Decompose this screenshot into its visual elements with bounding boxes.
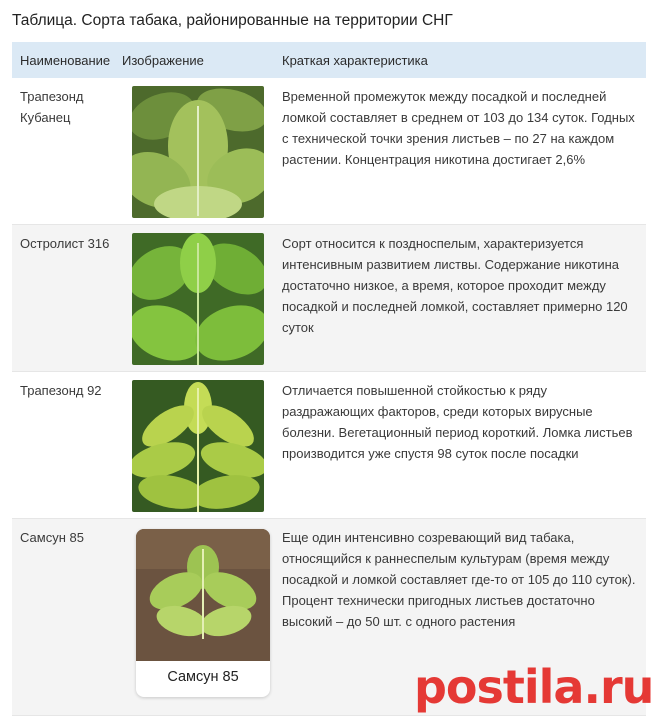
variety-name: Трапезонд 92 — [12, 372, 114, 519]
variety-image-cell — [114, 372, 274, 519]
column-header-description: Краткая характеристика — [274, 42, 646, 78]
table-row — [12, 225, 646, 372]
column-header-image: Изображение — [114, 42, 274, 78]
variety-description: Отличается повышенной стойкостью к ряду раздражающих факторов, среди которых вирусные болезни. Вегетационный период короткий. Ломка листьев производится уже спустя 98 суток после посадки — [274, 372, 646, 519]
column-header-name: Наименование — [12, 42, 114, 78]
table-row — [12, 372, 646, 519]
watermark-logo: postila.ru — [414, 660, 654, 714]
tobacco-plant-photo — [132, 233, 264, 365]
variety-description: Сорт относится к поздноспелым, характеризуется интенсивным развитием листвы. Содержание никотина достаточно низкое, а время, которое проходит между посадкой и последней ломкой, составляет примерно 120 суток — [274, 225, 646, 372]
variety-name: Трапезонд Кубанец — [12, 78, 114, 225]
variety-description: Еще один интенсивно созревающий вид табака, относящийся к раннеспелым культурам (время между посадкой и ломкой составляет где-то от 105 до 110 суток). Процент технически пригодных листьев достаточно высокий – до 50 шт. с одного растения — [274, 519, 646, 716]
variety-image-cell — [114, 78, 274, 225]
variety-description: Временной промежуток между посадкой и последней ломкой составляет в среднем от 103 до 134 суток. Годных с технической точки зрения листьев – по 27 на каждом растении. Концентрация никотина достигает 2,6% — [274, 78, 646, 225]
image-card — [136, 529, 270, 697]
tobacco-plant-photo — [132, 380, 264, 512]
table-row — [12, 78, 646, 225]
variety-image-cell — [114, 519, 274, 716]
variety-name: Самсун 85 — [12, 519, 114, 716]
tobacco-plant-photo — [132, 86, 264, 218]
variety-name: Остролист 316 — [12, 225, 114, 372]
image-caption: Самсун 85 — [167, 669, 239, 685]
tobacco-plant-photo — [136, 529, 270, 661]
variety-image-cell — [114, 225, 274, 372]
page-title: Таблица. Сорта табака, районированные на территории СНГ — [12, 12, 453, 29]
tobacco-varieties-table — [12, 42, 646, 716]
table-header-row — [12, 42, 646, 78]
